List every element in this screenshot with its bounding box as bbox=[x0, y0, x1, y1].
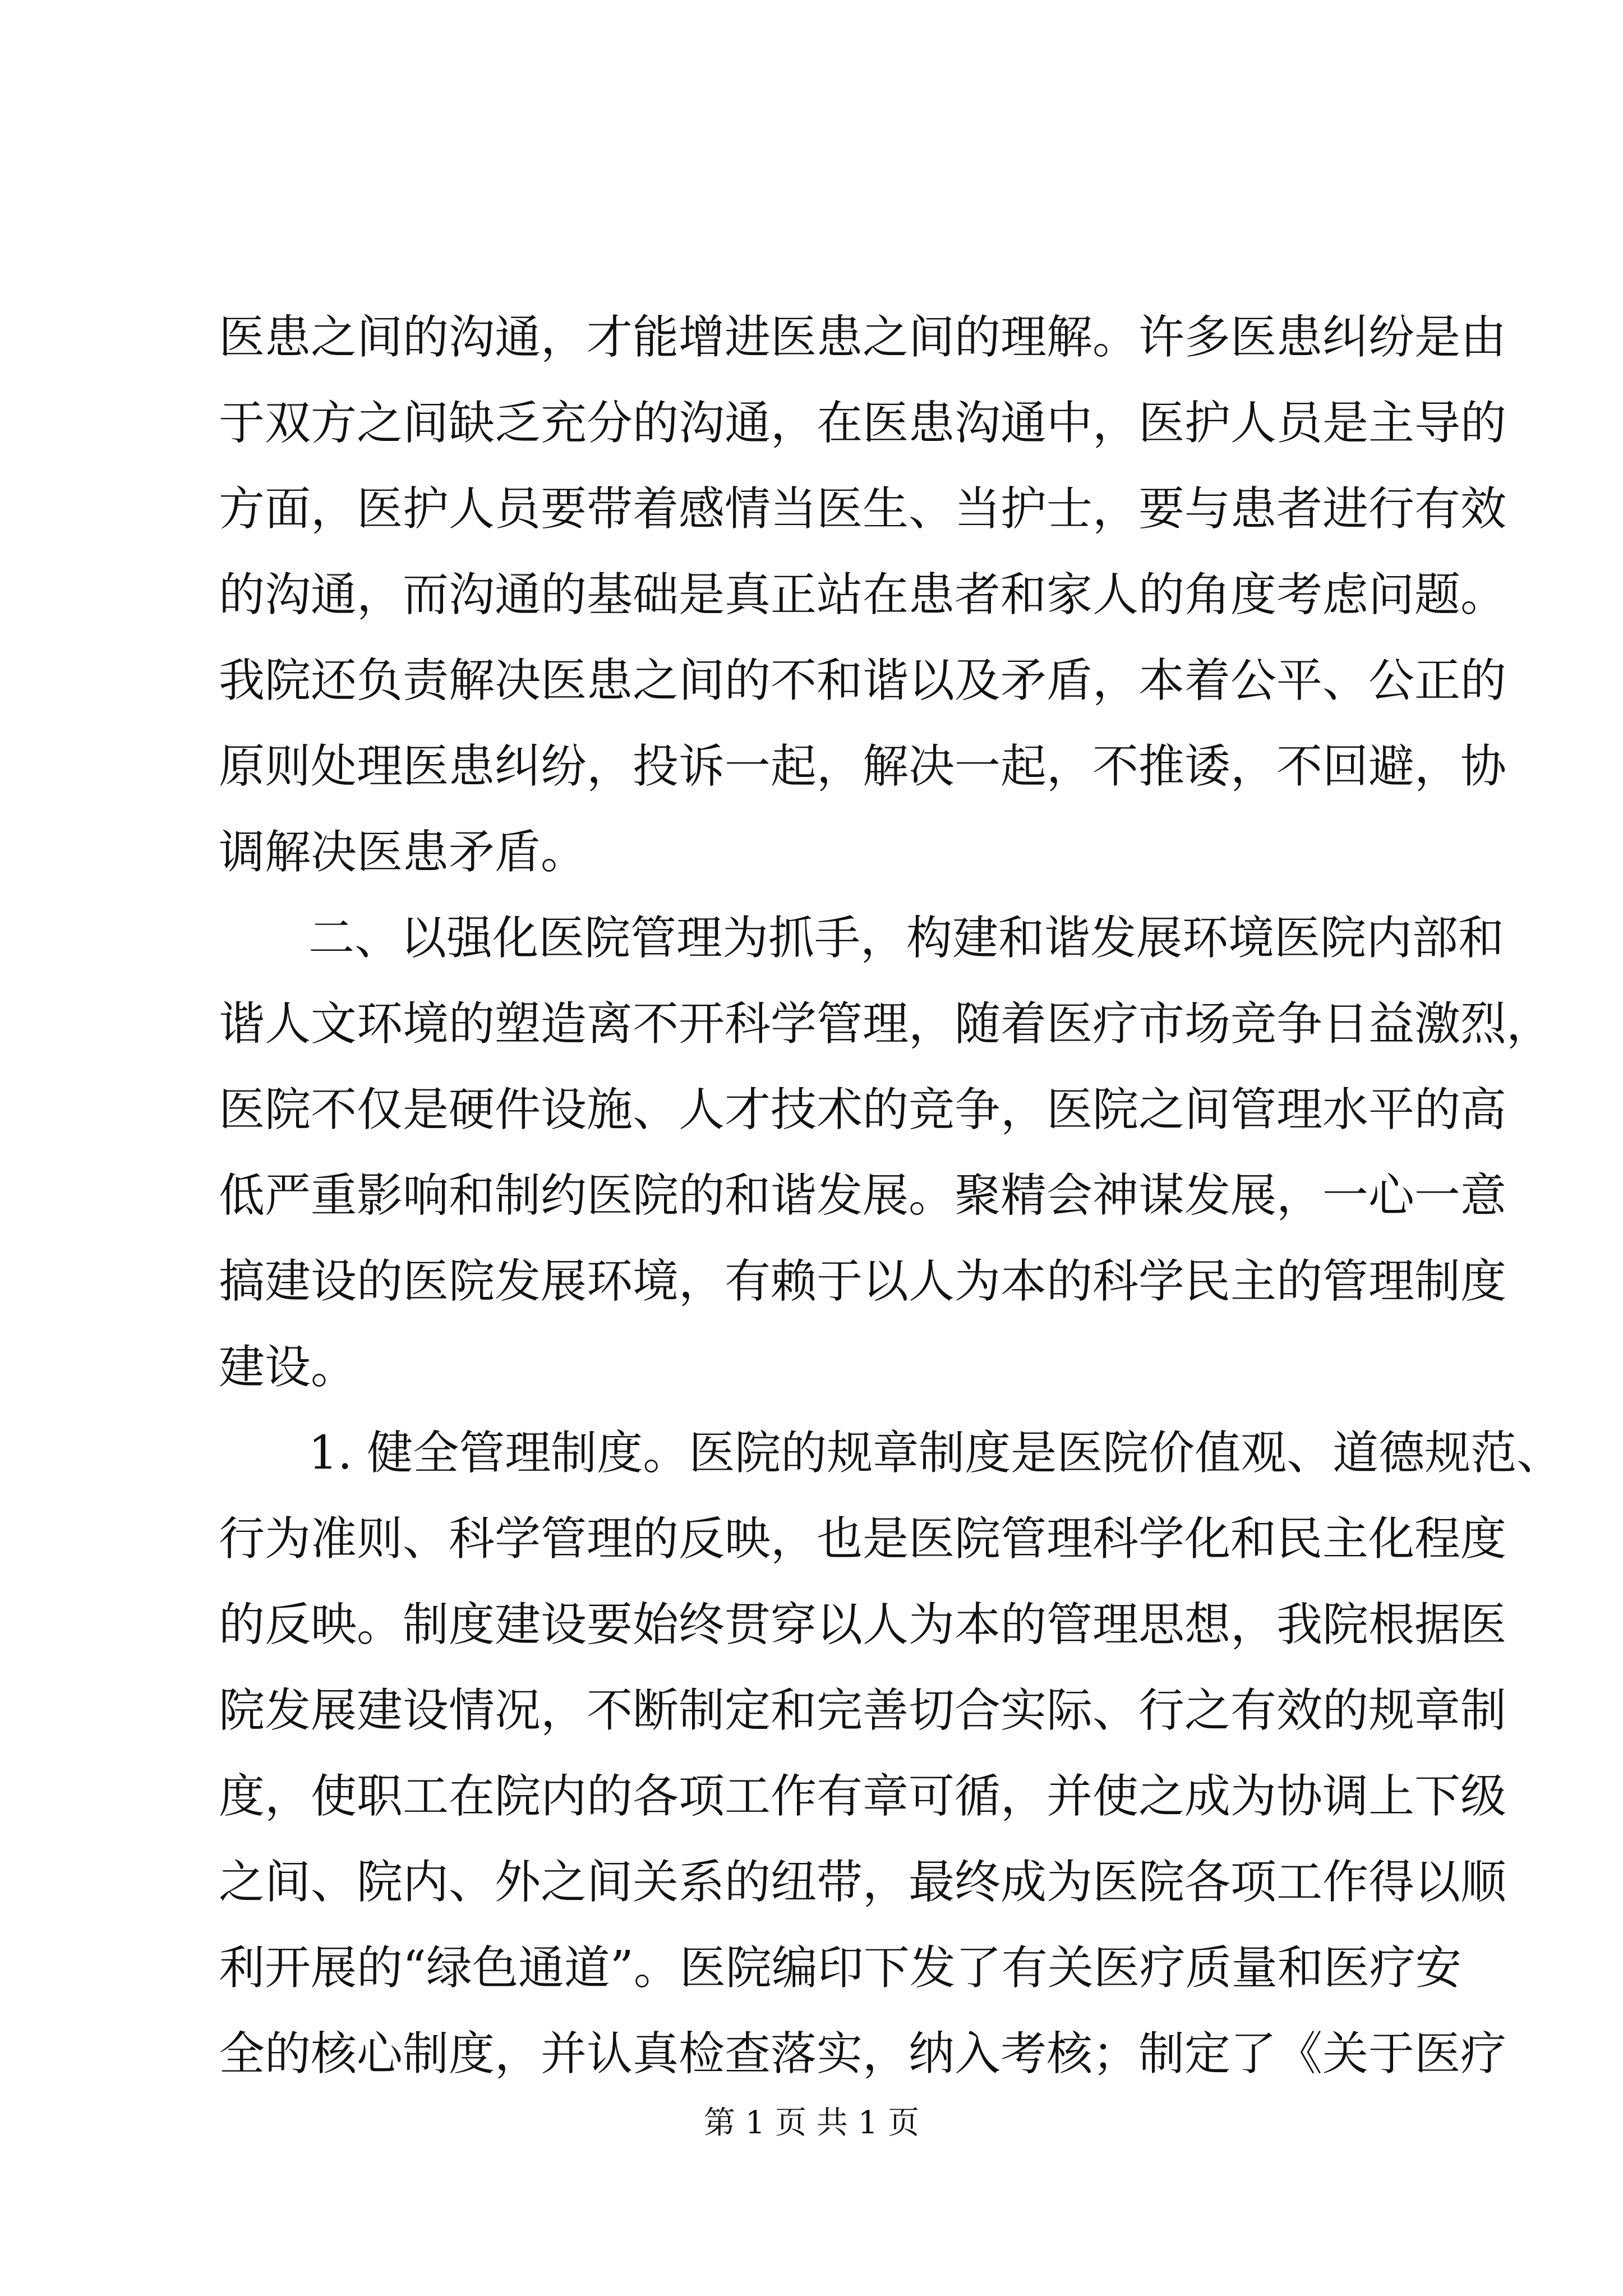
text-line: 医患之间的沟通，才能增进医患之间的理解。许多医患纠纷是由 bbox=[219, 311, 1507, 364]
text-line: 原则处理医患纠纷，投诉一起，解决一起，不推诿，不回避，协 bbox=[219, 740, 1507, 793]
text-line: 行为准则、科学管理的反映，也是医院管理科学化和民主化程度 bbox=[219, 1512, 1507, 1566]
text-line: 的沟通，而沟通的基础是真正站在患者和家人的角度考虑问题。 bbox=[219, 568, 1507, 622]
text-line: 建设。 bbox=[219, 1341, 357, 1394]
text-line: 低严重影响和制约医院的和谐发展。聚精会神谋发展，一心一意 bbox=[219, 1169, 1507, 1222]
text-line: 方面，医护人员要带着感情当医生、当护士，要与患者进行有效 bbox=[219, 482, 1507, 536]
text-line: 我院还负责解决医患之间的不和谐以及矛盾，本着公平、公正的 bbox=[219, 654, 1507, 707]
text-line: 搞建设的医院发展环境，有赖于以人为本的科学民主的管理制度 bbox=[219, 1255, 1507, 1308]
text-line: 全的核心制度，并认真检查落实，纳入考核；制定了《关于医疗 bbox=[219, 2027, 1507, 2081]
text-line: 于双方之间缺乏充分的沟通，在医患沟通中，医护人员是主导的 bbox=[219, 397, 1507, 450]
text-line: 利开展的“绿色通道”。医院编印下发了有关医疗质量和医疗安 bbox=[219, 1941, 1461, 1995]
text-line: 的反映。制度建设要始终贯穿以人为本的管理思想，我院根据医 bbox=[219, 1598, 1507, 1651]
text-line: 医院不仅是硬件设施、人才技术的竞争，医院之间管理水平的高 bbox=[219, 1083, 1507, 1137]
text-line: 1. 健全管理制度。医院的规章制度是医院价值观、道德规范、 bbox=[308, 1427, 1563, 1480]
text-line: 二、以强化医院管理为抓手，构建和谐发展环境医院内部和 bbox=[308, 912, 1505, 965]
text-line: 院发展建设情况，不断制定和完善切合实际、行之有效的规章制 bbox=[219, 1684, 1507, 1737]
text-line: 度，使职工在院内的各项工作有章可循，并使之成为协调上下级 bbox=[219, 1770, 1507, 1823]
text-line: 之间、院内、外之间关系的纽带，最终成为医院各项工作得以顺 bbox=[219, 1856, 1507, 1909]
page-number-footer: 第 1 页 共 1 页 bbox=[703, 2105, 920, 2141]
body-text bbox=[219, 295, 1563, 2097]
text-line: 谐人文环境的塑造离不开科学管理，随着医疗市场竞争日益激烈， bbox=[219, 997, 1553, 1051]
text-line: 调解决医患矛盾。 bbox=[219, 826, 587, 879]
